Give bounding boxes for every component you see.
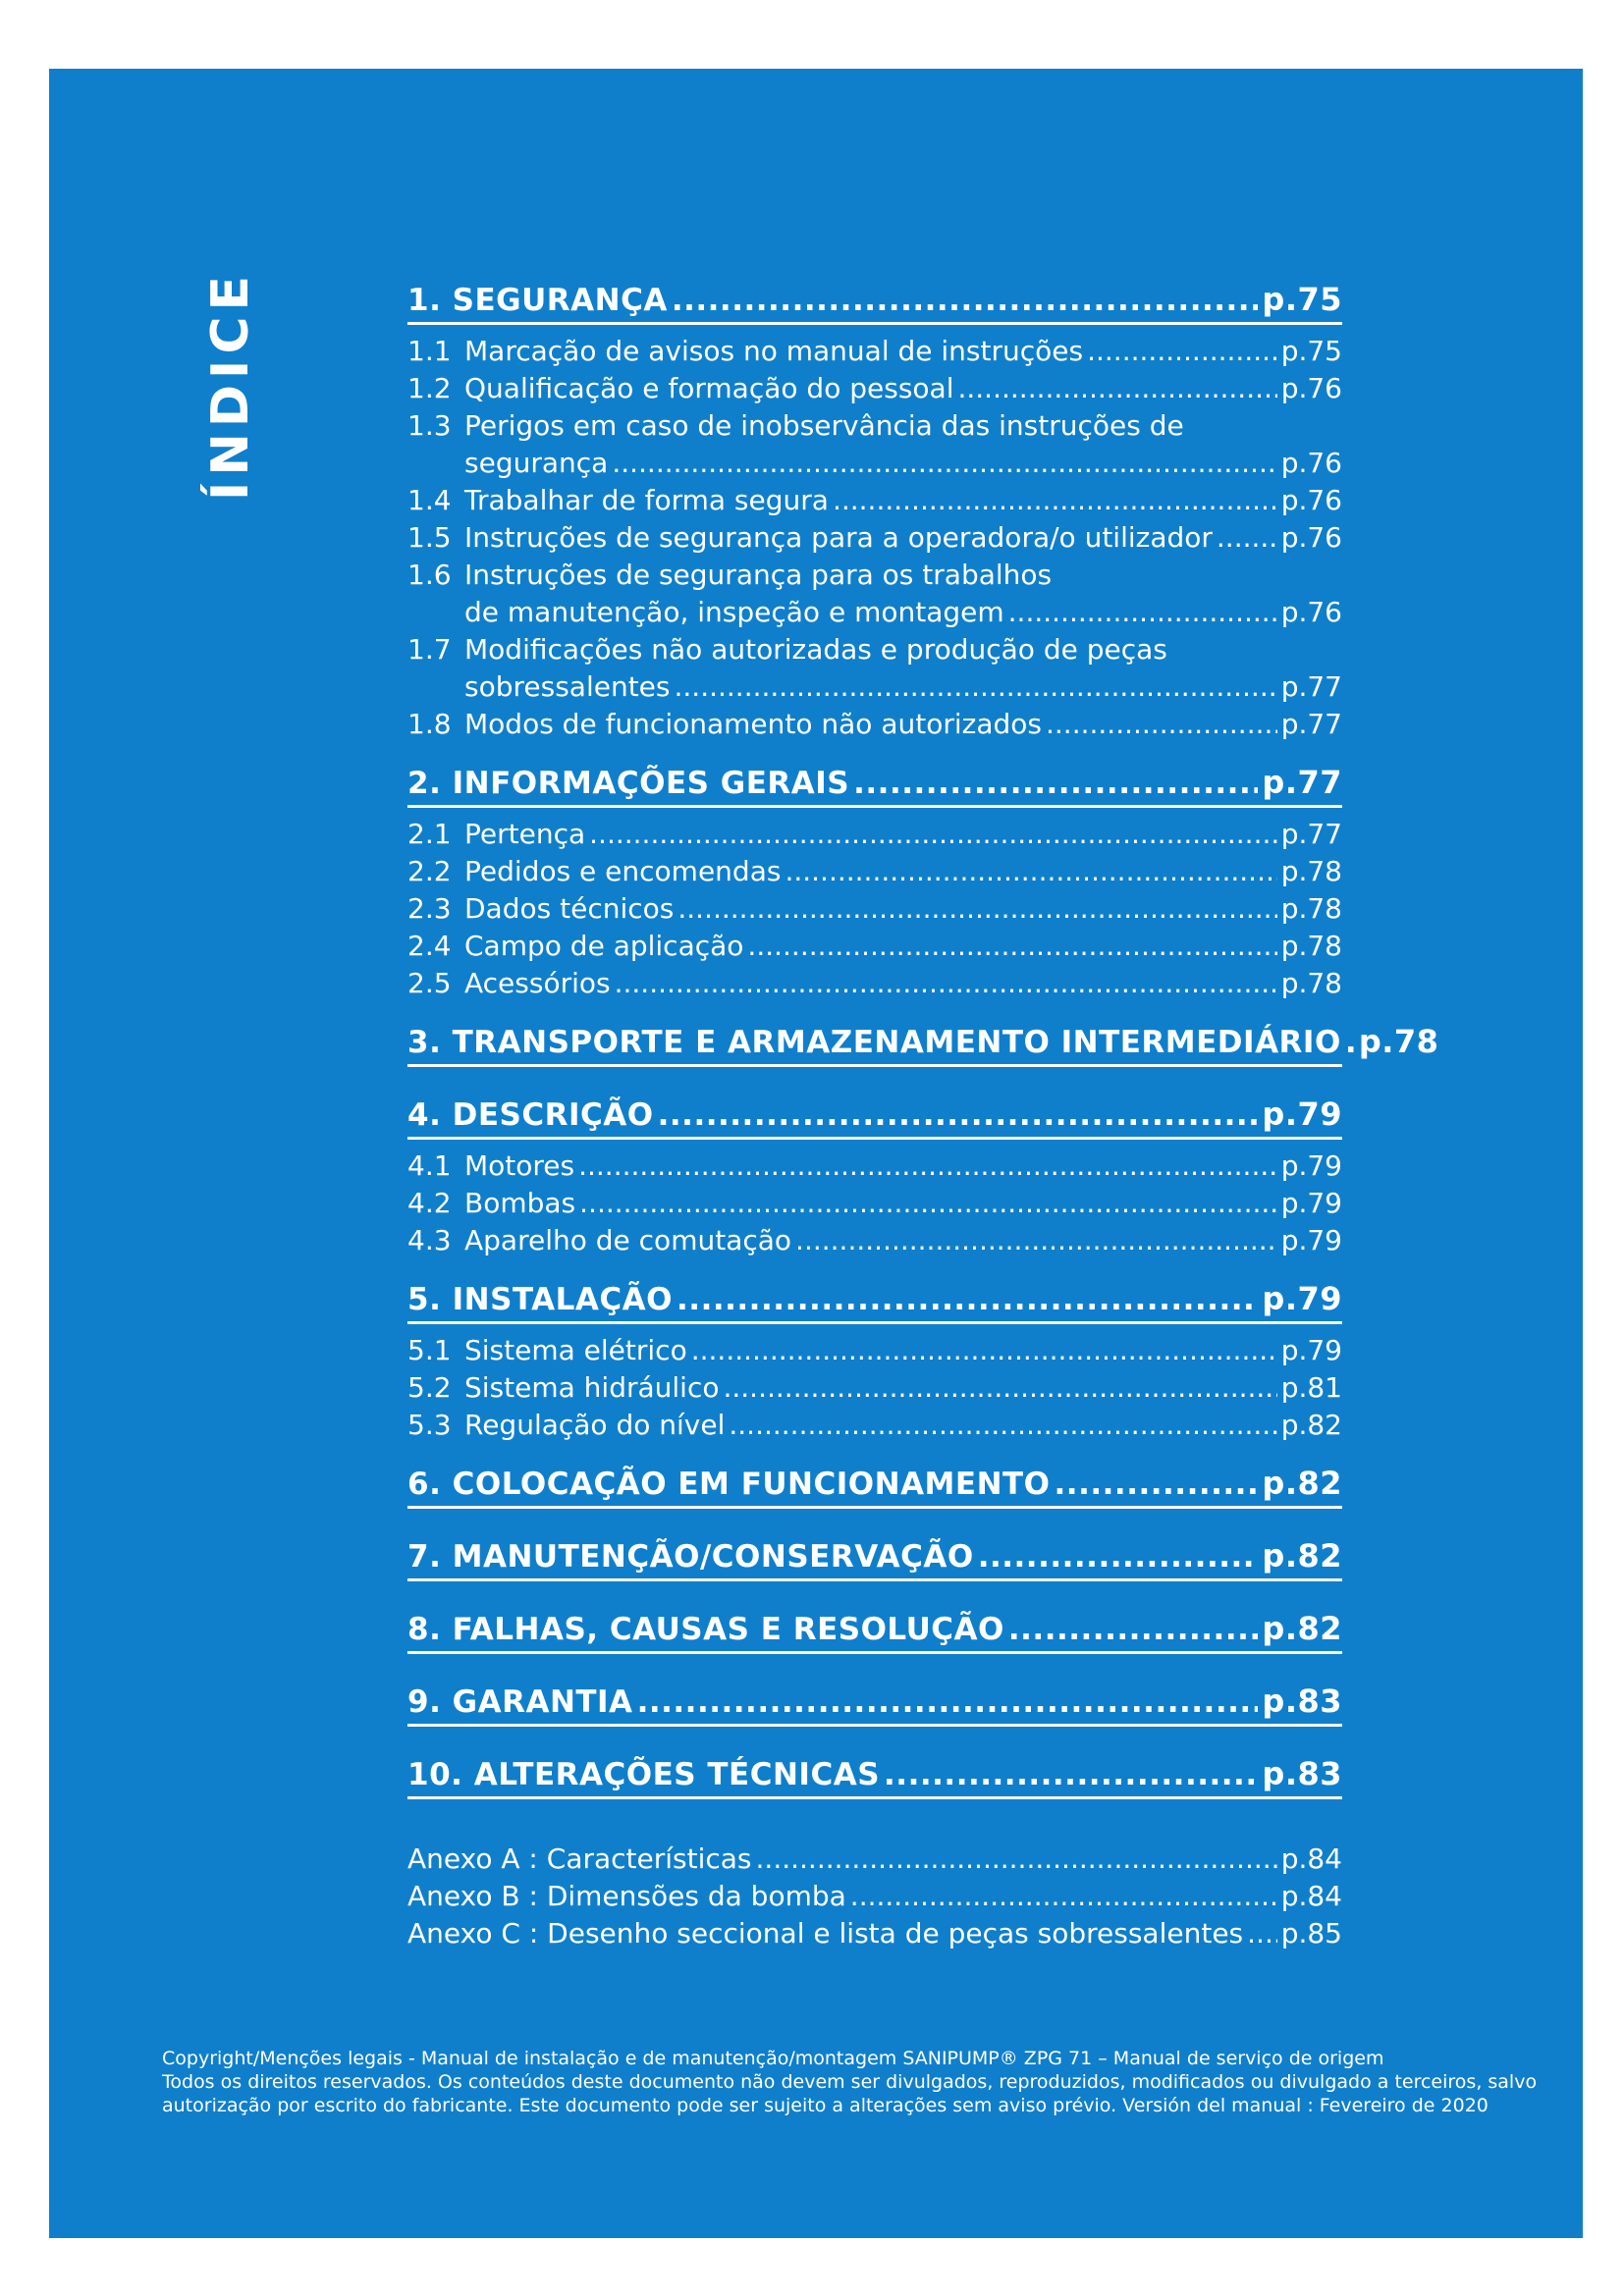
dot-leader [691,1332,1277,1369]
entry-number: 1.2 [407,372,452,404]
section-page: p.82 [1262,1537,1342,1575]
entry-page: p.76 [1280,596,1342,628]
section-page: p.83 [1262,1682,1342,1720]
section-title: 2. INFORMAÇÕES GERAIS [407,766,850,801]
entry-label: Instruções de segurança para a operadora/o utilizador [464,521,1213,554]
entry-page: p.78 [1280,855,1342,887]
section-page: p.82 [1262,1465,1342,1502]
entry-label: Modificações não autorizadas e produção de peças [464,633,1167,666]
section-page: p.75 [1262,281,1342,318]
toc-entry[interactable] [407,1222,1342,1259]
toc-entry[interactable] [407,965,1342,1002]
toc-entry[interactable] [407,407,1342,445]
dot-leader [978,1537,1259,1576]
dot-leader [1008,594,1277,631]
entry-number: 5.1 [407,1334,452,1366]
entry-page: p.76 [1280,521,1342,554]
entry-label: Modos de funcionamento não autorizados [464,708,1042,740]
toc-section-heading[interactable] [407,1464,1342,1509]
dot-leader [615,965,1277,1002]
toc-entry[interactable] [407,557,1342,594]
section-spacer [407,1735,1342,1754]
annex-entry[interactable] [407,1915,1342,1952]
dot-leader [658,1095,1259,1135]
dot-leader [589,816,1277,853]
dot-leader [884,1755,1258,1794]
dot-leader [785,853,1276,890]
section-page: p.79 [1262,1095,1342,1133]
section-title: 7. MANUTENÇÃO/CONSERVAÇÃO [407,1539,974,1575]
entry-page: p.77 [1280,670,1342,703]
annex-page: p.84 [1280,1842,1342,1875]
dot-leader [1217,519,1277,557]
toc-entry[interactable] [407,1185,1342,1222]
section-title: 1. SEGURANÇA [407,283,668,318]
entry-label: Regulação do nível [464,1409,726,1441]
annex-label: Anexo C : Desenho seccional e lista de peças sobressalentes [407,1917,1244,1949]
annex-page: p.85 [1280,1917,1342,1949]
dot-leader [675,668,1277,706]
dot-leader [723,1369,1276,1407]
section-page: p.77 [1262,764,1342,801]
section-spacer [407,1002,1342,1022]
entry-page: p.77 [1280,708,1342,740]
toc-section-heading[interactable] [407,1536,1342,1581]
entry-label: Dados técnicos [464,892,675,925]
dot-leader [672,281,1259,320]
entry-page: p.76 [1280,484,1342,516]
entry-label-continuation: de manutenção, inspeção e montagem [464,596,1004,628]
entry-number: 1.4 [407,484,452,516]
entry-number: 4.3 [407,1224,452,1256]
section-spacer [407,1259,1342,1279]
entry-label: Campo de aplicação [464,930,744,962]
entry-label: Qualificação e formação do pessoal [464,372,954,404]
toc-entry[interactable] [407,890,1342,928]
section-spacer [407,1517,1342,1536]
toc-section-heading[interactable] [407,763,1342,808]
dot-leader [677,890,1276,928]
entry-page: p.75 [1280,335,1342,367]
dot-leader [795,1222,1277,1259]
entry-label: Sistema elétrico [464,1334,687,1366]
entry-page: p.76 [1280,447,1342,479]
dot-leader [1087,333,1277,370]
footer-line-1: Copyright/Menções legais - Manual de instalação e de manutenção/montagem SANIPUMP® ZPG 71 – Manual de serviço de origem [162,2048,1384,2069]
annex-entry[interactable] [407,1878,1342,1915]
entry-number: 4.2 [407,1187,452,1219]
toc-entry[interactable] [407,1332,1342,1369]
toc-section-heading[interactable] [407,1022,1439,1067]
entry-page: p.77 [1280,818,1342,850]
entry-label: Aparelho de comutação [464,1224,792,1256]
entry-page: p.79 [1280,1334,1342,1366]
toc-entry[interactable] [407,333,1342,370]
section-title: 5. INSTALAÇÃO [407,1282,674,1317]
dot-leader [1008,1610,1259,1649]
dot-leader [957,370,1276,407]
dot-leader [612,445,1276,482]
entry-number: 2.4 [407,930,452,962]
section-spacer [407,1075,1342,1095]
section-spacer [407,1589,1342,1609]
entry-number: 1.3 [407,409,452,442]
dot-leader [853,764,1258,803]
toc-entry[interactable] [407,1148,1342,1185]
entry-page: p.79 [1280,1187,1342,1219]
annex-spacer [407,1827,1342,1841]
toc-entry[interactable] [407,1369,1342,1407]
dot-leader [833,482,1277,519]
toc-entry[interactable] [407,370,1342,407]
toc-entry[interactable] [407,816,1342,853]
dot-leader [850,1878,1277,1915]
section-page: p.78 [1358,1023,1439,1060]
toc-section-heading[interactable] [407,1609,1342,1654]
section-title: 10. ALTERAÇÕES TÉCNICAS [407,1757,881,1792]
legal-footer [162,2047,1538,2117]
entry-label: Perigos em caso de inobservância das instruções de [464,409,1184,442]
entry-number: 1.7 [407,633,452,666]
entry-label: Marcação de avisos no manual de instruções [464,335,1084,367]
footer-line-3: autorização por escrito do fabricante. Este documento pode ser sujeito a alterações sem aviso prévio. Versión del manual : Fevereiro de 2020 [162,2095,1489,2116]
entry-label: Trabalhar de forma segura [464,484,829,516]
section-title: 3. TRANSPORTE E ARMAZENAMENTO INTERMEDIÁRIO [407,1025,1341,1060]
entry-number: 2.2 [407,855,452,887]
entry-number: 2.3 [407,892,452,925]
dot-leader [1345,1023,1355,1062]
toc-section-heading[interactable] [407,1754,1342,1799]
entry-page: p.78 [1280,930,1342,962]
toc-section-heading[interactable] [407,1095,1342,1140]
entry-number: 1.6 [407,559,452,591]
toc-entry-continuation[interactable] [407,594,1342,631]
dot-leader [1247,1915,1277,1952]
section-spacer [407,1444,1342,1464]
annex-entry[interactable] [407,1841,1342,1878]
dot-leader [578,1148,1277,1185]
annex-label: Anexo A : Características [407,1842,752,1875]
toc-entry[interactable] [407,706,1342,743]
entry-page: p.82 [1280,1409,1342,1441]
entry-label-continuation: sobressalentes [464,670,671,703]
entry-page: p.79 [1280,1224,1342,1256]
entry-label: Pedidos e encomendas [464,855,782,887]
section-title: 4. DESCRIÇÃO [407,1097,654,1133]
table-of-contents [407,280,1439,1952]
toc-entry-continuation[interactable] [407,445,1342,482]
entry-number: 4.1 [407,1149,452,1182]
toc-section-heading[interactable] [407,1682,1342,1727]
page-title: ÍNDICE [201,269,260,501]
section-page: p.79 [1262,1280,1342,1317]
entry-label: Acessórios [464,967,611,999]
dot-leader [756,1841,1277,1878]
toc-entry[interactable] [407,519,1342,557]
toc-entry[interactable] [407,1407,1342,1444]
dot-leader [1055,1465,1259,1504]
section-title: 9. GARANTIA [407,1684,633,1720]
entry-label: Pertença [464,818,586,850]
toc-entry-continuation[interactable] [407,668,1342,706]
entry-label: Bombas [464,1187,576,1219]
entry-number: 5.3 [407,1409,452,1441]
dot-leader [637,1682,1259,1722]
section-title: 8. FALHAS, CAUSAS E RESOLUÇÃO [407,1612,1004,1647]
toc-entry[interactable] [407,631,1342,668]
entry-page: p.81 [1280,1371,1342,1404]
section-spacer [407,1662,1342,1682]
dot-leader [1046,706,1277,743]
section-title: 6. COLOCAÇÃO EM FUNCIONAMENTO [407,1467,1051,1502]
entry-label: Sistema hidráulico [464,1371,720,1404]
entry-page: p.78 [1280,967,1342,999]
entry-page: p.79 [1280,1149,1342,1182]
annex-label: Anexo B : Dimensões da bomba [407,1880,846,1912]
toc-entry[interactable] [407,928,1342,965]
entry-page: p.78 [1280,892,1342,925]
entry-number: 1.8 [407,708,452,740]
entry-label: Motores [464,1149,575,1182]
entry-label: Instruções de segurança para os trabalhos [464,559,1053,591]
entry-page: p.76 [1280,372,1342,404]
dot-leader [677,1280,1258,1319]
section-spacer [407,743,1342,763]
section-spacer [407,1807,1342,1827]
footer-line-2: Todos os direitos reservados. Os conteúdos deste documento não devem ser divulgados, reproduzidos, modificados ou divulgado a terceiros, salvo [162,2071,1538,2093]
entry-number: 5.2 [407,1371,452,1404]
entry-number: 1.5 [407,521,452,554]
entry-number: 2.5 [407,967,452,999]
dot-leader [579,1185,1277,1222]
annex-page: p.84 [1280,1880,1342,1912]
toc-section-heading[interactable] [407,1279,1342,1324]
entry-number: 2.1 [407,818,452,850]
toc-entry[interactable] [407,853,1342,890]
toc-section-heading[interactable] [407,280,1342,325]
toc-entry[interactable] [407,482,1342,519]
section-page: p.83 [1262,1755,1342,1792]
dot-leader [747,928,1276,965]
dot-leader [729,1407,1276,1444]
entry-number: 1.1 [407,335,452,367]
section-page: p.82 [1262,1610,1342,1647]
entry-label-continuation: segurança [464,447,609,479]
